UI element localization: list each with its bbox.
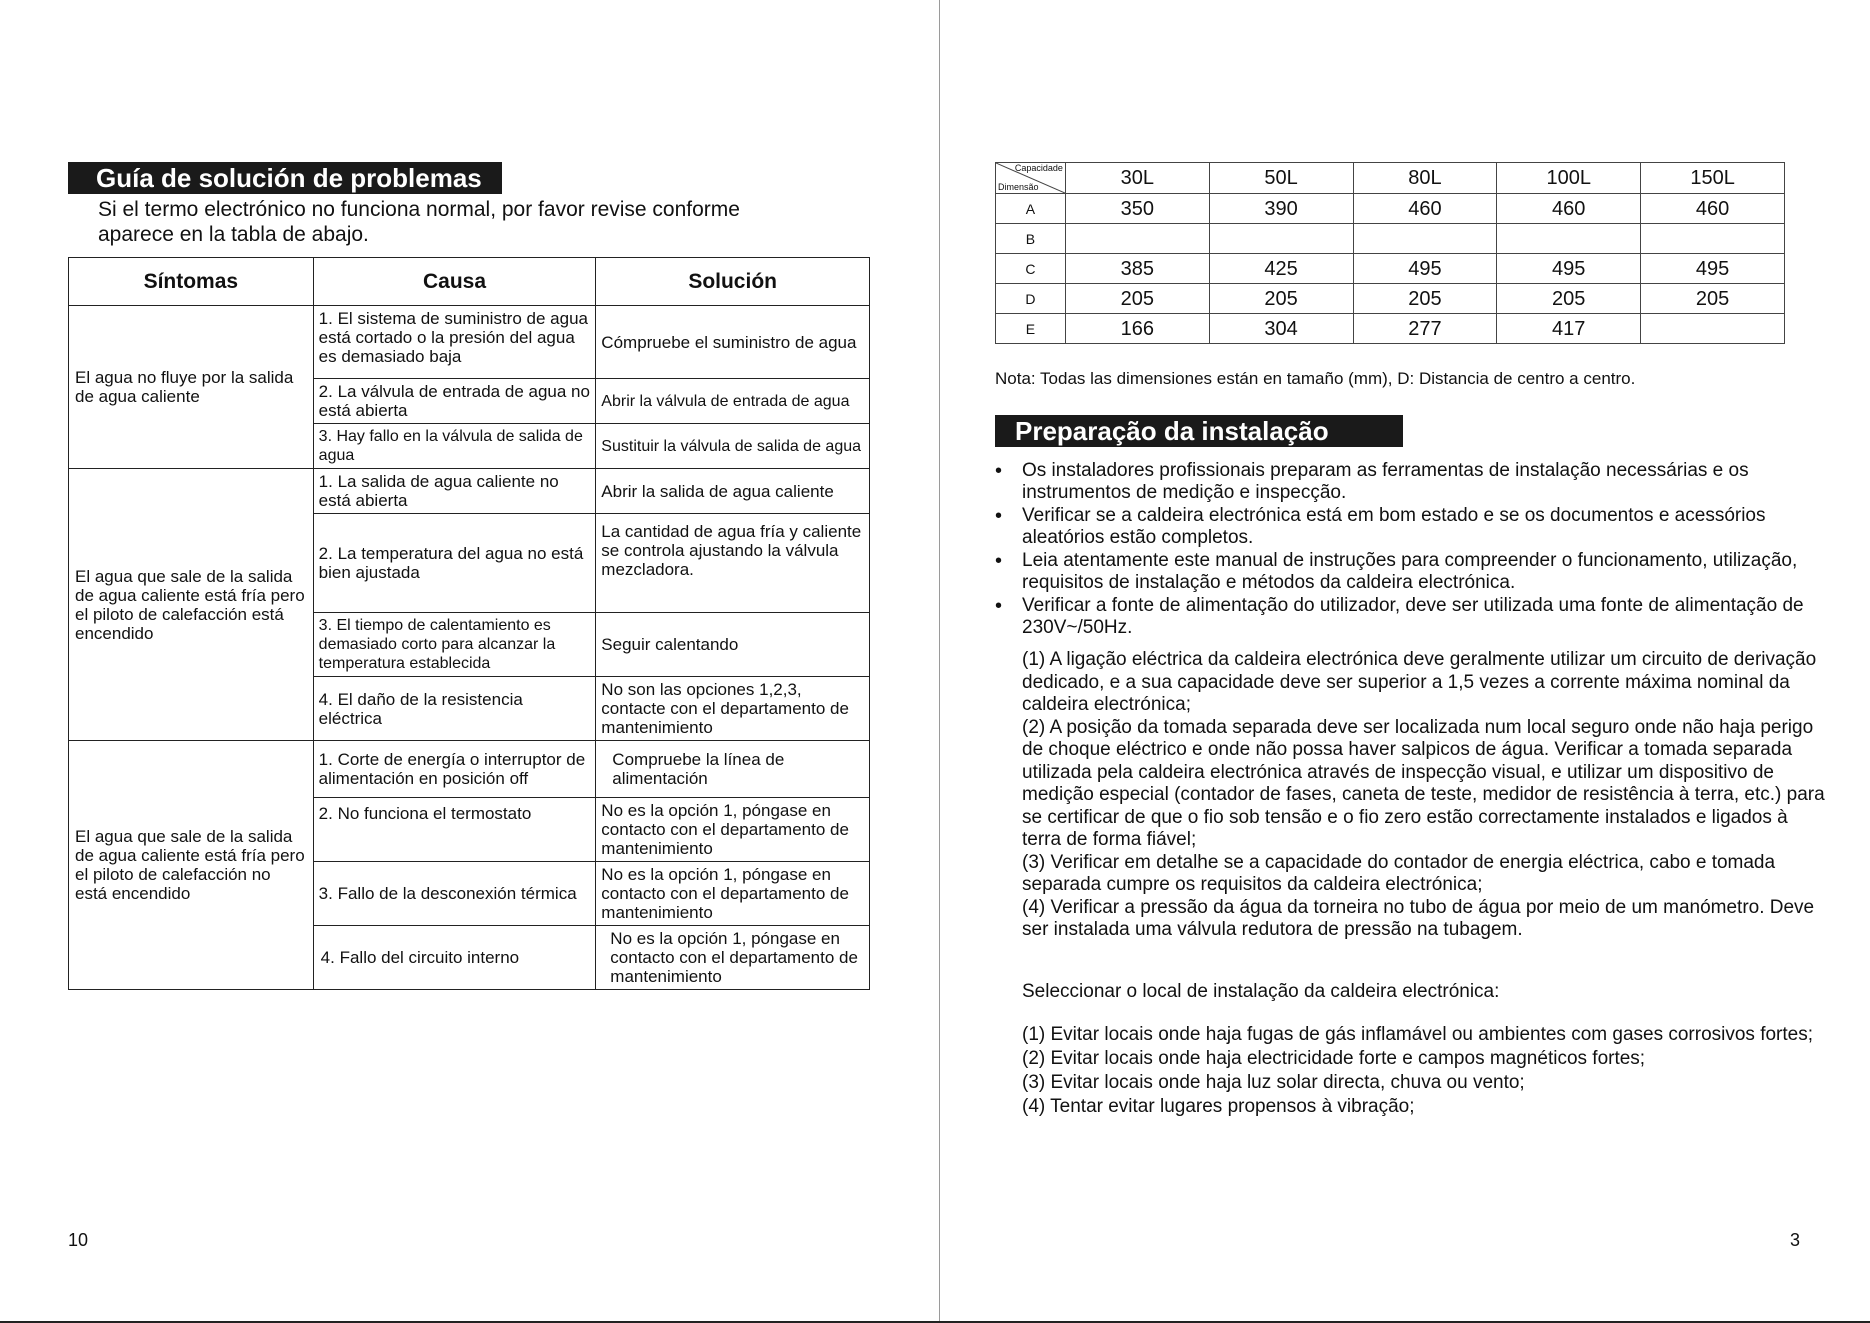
dim-value: 205 [1641, 284, 1785, 314]
dim-value: 495 [1353, 254, 1497, 284]
capacity-label: Capacidade [1014, 163, 1063, 173]
header-solution: Solución [596, 258, 870, 306]
row-label: A [996, 194, 1066, 224]
requirement-item: (4) Verificar a pressão da água da torneira no tubo de água por meio de um manómetro. Deve ser instalada uma válvula redutora de pressão na tubagem. [1022, 896, 1815, 940]
page-number-left: 10 [68, 1230, 89, 1250]
symptom-cell: El agua que sale de la salida de agua caliente está fría pero el piloto de calefacción no está encendido [69, 741, 314, 990]
cause-cell: 1. La salida de agua caliente no está abierta [313, 469, 596, 514]
capacity-header: 30L [1065, 163, 1209, 194]
dim-value: 460 [1497, 194, 1641, 224]
dimension-corner-cell [996, 163, 1066, 194]
solution-cell: Sustituir la válvula de salida de agua [596, 424, 870, 469]
solution-cell: Abrir la válvula de entrada de agua [596, 379, 870, 424]
page-divider [939, 0, 940, 1323]
dim-value [1065, 224, 1209, 254]
symptom-cell: El agua no fluye por la salida de agua caliente [69, 306, 314, 469]
cause-cell: 2. La válvula de entrada de agua no está abierta [313, 379, 596, 424]
dim-value: 495 [1641, 254, 1785, 284]
dim-value [1353, 224, 1497, 254]
location-item: (3) Evitar locais onde haja luz solar directa, chuva ou vento; [1022, 1072, 1525, 1093]
solution-cell: No es la opción 1, póngase en contacto con el departamento de mantenimiento [596, 798, 870, 862]
dim-value: 460 [1353, 194, 1497, 224]
dim-value: 385 [1065, 254, 1209, 284]
row-label: E [996, 314, 1066, 344]
location-item: (1) Evitar locais onde haja fugas de gás inflamável ou ambientes com gases corrosivos fortes; [1022, 1024, 1814, 1045]
location-title: Seleccionar o local de instalação da caldeira electrónica: [1022, 981, 1500, 1002]
bullet-item: • Verificar a fonte de alimentação do utilizador, deve ser utilizada uma fonte de alimentação de 230V~/50Hz. [1022, 595, 1832, 639]
solution-cell: Cómpruebe el suministro de agua [596, 306, 870, 379]
dim-value [1641, 224, 1785, 254]
cause-cell: 3. El tiempo de calentamiento es demasiado corto para alcanzar la temperatura establecida [313, 613, 596, 677]
capacity-header: 50L [1209, 163, 1353, 194]
row-label: B [996, 224, 1066, 254]
cause-cell: 2. No funciona el termostato [313, 798, 596, 862]
cause-cell: 4. Fallo del circuito interno [313, 926, 596, 990]
dim-value: 205 [1497, 284, 1641, 314]
capacity-header: 100L [1497, 163, 1641, 194]
solution-cell: No son las opciones 1,2,3, contacte con el departamento de mantenimiento [596, 677, 870, 741]
dim-value: 390 [1209, 194, 1353, 224]
dim-value: 350 [1065, 194, 1209, 224]
troubleshooting-heading: Guía de solución de problemas [68, 162, 502, 194]
dim-value: 205 [1209, 284, 1353, 314]
location-item: (2) Evitar locais onde haja electricidade forte e campos magnéticos fortes; [1022, 1048, 1646, 1069]
cause-cell: 3. Fallo de la desconexión térmica [313, 862, 596, 926]
requirement-item: (3) Verificar em detalhe se a capacidade do contador de energia eléctrica, cabo e tomada separada cumpre os requisitos da caldeira electrónica; [1022, 851, 1776, 895]
dim-value: 166 [1065, 314, 1209, 344]
bullet-item: • Verificar se a caldeira electrónica está em bom estado e se os documentos e acessórios aleatórios estão completos. [1022, 505, 1832, 549]
dim-value: 495 [1497, 254, 1641, 284]
location-item: (4) Tentar evitar lugares propensos à vibração; [1022, 1096, 1415, 1117]
bullet-item: • Leia atentamente este manual de instruções para compreender o funcionamento, utilização, requisitos de instalação e métodos da caldeira electrónica. [1022, 550, 1832, 594]
dimension-note: Nota: Todas las dimensiones están en tamaño (mm), D: Distancia de centro a centro. [995, 369, 1636, 388]
capacity-header: 80L [1353, 163, 1497, 194]
preparation-bullet-list [1022, 460, 1832, 640]
dimension-table [995, 162, 1785, 344]
dimension-label: Dimensão [998, 182, 1039, 192]
location-list [1022, 1023, 1832, 1119]
cause-cell: 1. El sistema de suministro de agua está cortado o la presión del agua es demasiado baja [313, 306, 596, 379]
dim-value: 205 [1065, 284, 1209, 314]
dim-value: 425 [1209, 254, 1353, 284]
solution-cell: La cantidad de agua fría y caliente se controla ajustando la válvula mezcladora. [596, 514, 870, 613]
row-label: C [996, 254, 1066, 284]
solution-cell: Abrir la salida de agua caliente [596, 469, 870, 514]
dim-value: 460 [1641, 194, 1785, 224]
symptom-cell: El agua que sale de la salida de agua caliente está fría pero el piloto de calefacción está encendido [69, 469, 314, 741]
installation-heading: Preparação da instalação [995, 415, 1403, 447]
solution-cell: Seguir calentando [596, 613, 870, 677]
dim-value [1497, 224, 1641, 254]
requirement-item: (1) A ligação eléctrica da caldeira electrónica deve geralmente utilizar um circuito de derivação dedicado, e a sua capacidade deve ser superior a 1,5 vezes a corrente máxima nominal da caldeira electrónica; [1022, 649, 1817, 715]
page-number-right: 3 [1790, 1230, 1801, 1250]
row-label: D [996, 284, 1066, 314]
dim-value: 277 [1353, 314, 1497, 344]
solution-cell: No es la opción 1, póngase en contacto con el departamento de mantenimiento [596, 862, 870, 926]
solution-cell: No es la opción 1, póngase en contacto con el departamento de mantenimiento [596, 926, 870, 990]
dim-value [1209, 224, 1353, 254]
dim-value: 304 [1209, 314, 1353, 344]
numbered-requirements [1022, 649, 1832, 942]
cause-cell: 2. La temperatura del agua no está bien ajustada [313, 514, 596, 613]
troubleshooting-intro: Si el termo electrónico no funciona normal, por favor revise conforme aparece en la tabla de abajo. [98, 198, 740, 246]
dim-value: 205 [1353, 284, 1497, 314]
header-cause: Causa [313, 258, 596, 306]
cause-cell: 4. El daño de la resistencia eléctrica [313, 677, 596, 741]
troubleshooting-table [68, 257, 870, 990]
header-symptoms: Síntomas [69, 258, 314, 306]
bullet-item: • Os instaladores profissionais preparam as ferramentas de instalação necessárias e os instrumentos de medição e inspecção. [1022, 460, 1832, 504]
cause-cell: 3. Hay fallo en la válvula de salida de agua [313, 424, 596, 469]
requirement-item: (2) A posição da tomada separada deve ser localizada num local seguro onde não haja perigo de choque eléctrico e onde não possa haver salpicos de água. Verificar a tomada separada utilizada pela caldeira electrónica através de inspecção visual, e utilizar um dispositivo de medição especial (contador de fases, caneta de teste, medidor de resistência à terra, etc.) para se certificar de que o fio sob tensão e o fio zero estão correctamente instalados e ligados à terra de forma fiável; [1022, 716, 1825, 850]
dim-value [1641, 314, 1785, 344]
capacity-header: 150L [1641, 163, 1785, 194]
cause-cell: 1. Corte de energía o interruptor de alimentación en posición off [313, 741, 596, 798]
solution-cell: Compruebe la línea de alimentación [596, 741, 870, 798]
dim-value: 417 [1497, 314, 1641, 344]
